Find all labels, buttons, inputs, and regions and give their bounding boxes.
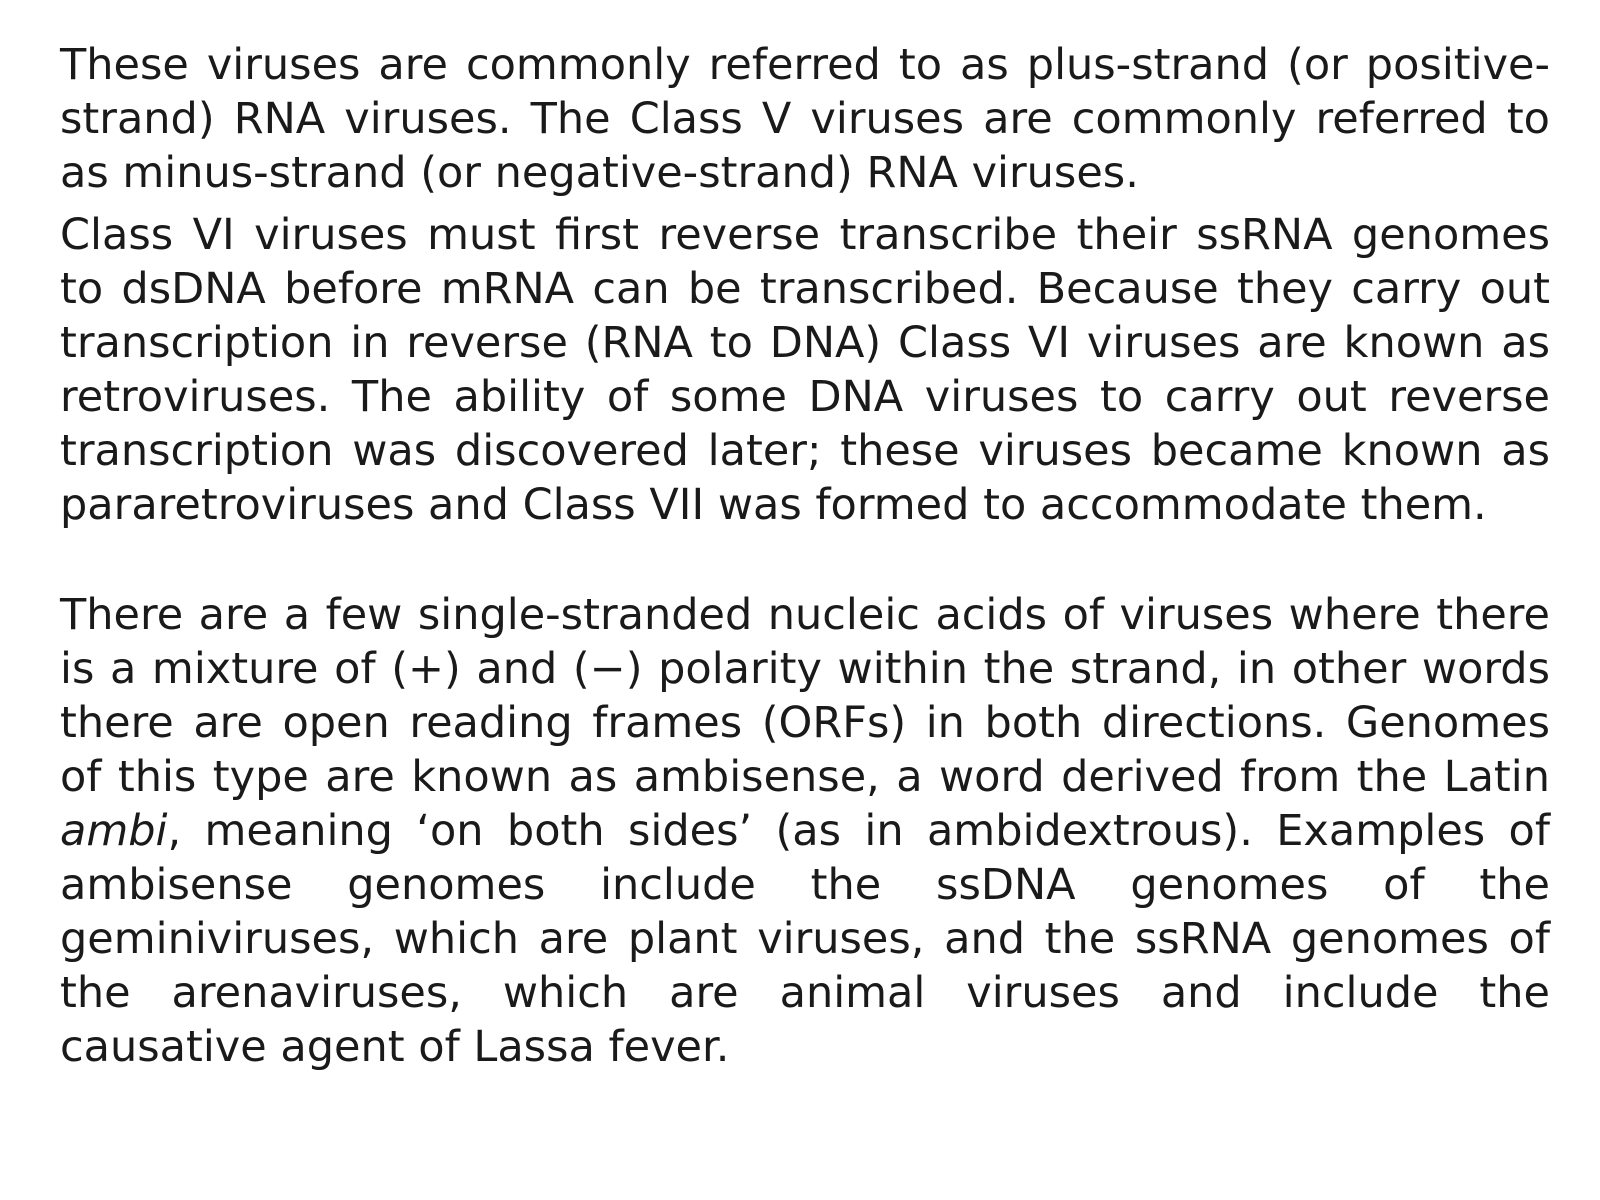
paragraph-retroviruses: Class VI viruses must first reverse transcribe their ssRNA genomes to dsDNA before mRNA can be transcribed. Because they carry out transcription in reverse (RNA to DNA) Class VI viruses are known as retroviruses. The ability of some DNA viruses to carry out reverse transcription was discovered later; these viruses became known as pararetroviruses and Class VII was formed to accommodate them.: [60, 210, 1550, 530]
ambisense-text-before: There are a few single-stranded nucleic acids of viruses where there is a mixture of (+) and (−) polarity within the strand, in other words there are open reading frames (ORFs) in both directions. Genomes of this type are known as ambisense, a word derived from the Latin: [60, 590, 1550, 802]
ambisense-text-after: , meaning ‘on both sides’ (as in ambidextrous). Examples of ambisense genomes include the ssDNA genomes of the geminiviruses, which are plant viruses, and the ssRNA genomes of the arenaviruses, which are animal viruses and include the causative agent of Lassa fever.: [60, 806, 1550, 1072]
paragraph-ambisense: [60, 588, 1550, 1074]
paragraph-plus-minus-strand: These viruses are commonly referred to as plus-strand (or positive-strand) RNA viruses. The Class V viruses are commonly referred to as minus-strand (or negative-strand) RNA viruses.: [60, 40, 1550, 198]
latin-term-ambi: ambi: [60, 806, 168, 856]
document-body: [60, 38, 1550, 1074]
